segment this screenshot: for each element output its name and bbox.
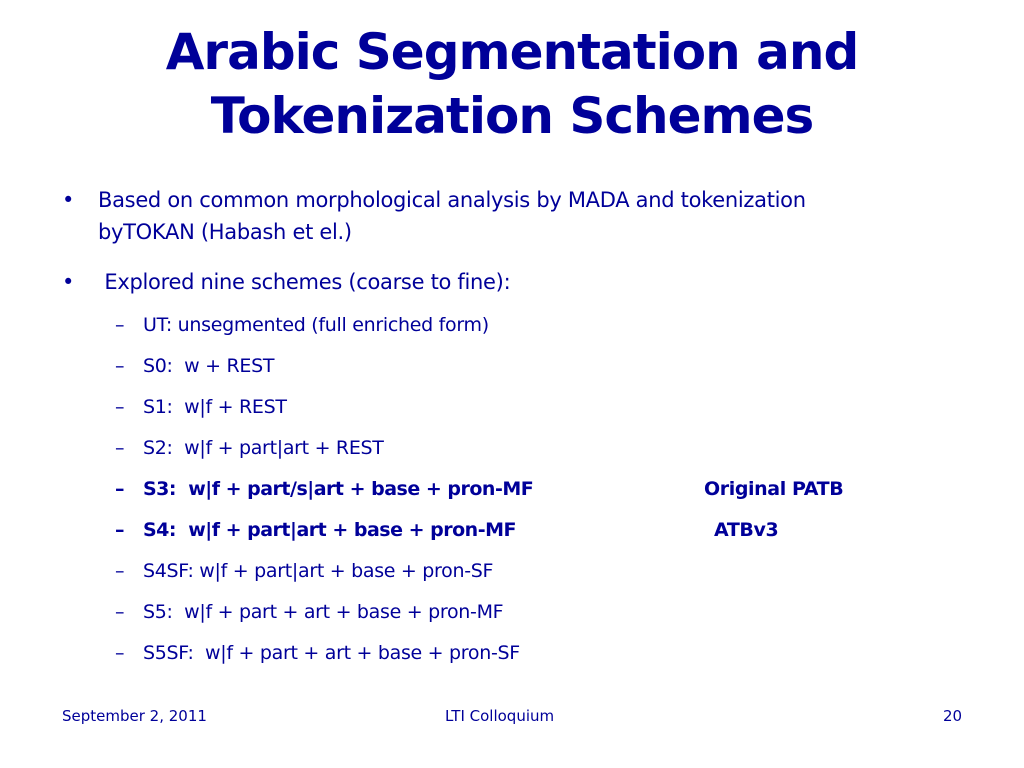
bullet-text: Explored nine schemes (coarse to fine): [98,270,511,294]
scheme-note-original-patb: Original PATB [704,478,844,500]
footer-event: LTI Colloquium [445,707,555,725]
scheme-text: S3: w|f + part/s|art + base + pron-MF [143,478,534,500]
scheme-text: S4SF: w|f + part|art + base + pron-SF [143,560,494,582]
scheme-item-s1 [115,392,287,422]
dash-marker: – [115,478,124,500]
scheme-item-s4 [115,515,516,545]
footer-page-number: 20 [943,707,963,725]
scheme-item-s3 [115,474,534,504]
dash-marker: – [115,396,125,418]
dash-marker: – [115,437,125,459]
scheme-text: S1: w|f + REST [143,396,287,418]
scheme-item-s2 [115,433,384,463]
bullet-item-1 [62,184,806,248]
dash-marker: – [115,355,125,377]
scheme-item-s5 [115,597,504,627]
scheme-item-s0 [115,351,275,381]
bullet-item-2 [62,266,511,298]
scheme-text: S5SF: w|f + part + art + base + pron-SF [143,642,520,664]
footer-date: September 2, 2011 [62,707,207,725]
dash-marker: – [115,519,124,541]
bullet-text-line-2: byTOKAN (Habash et el.) [98,220,352,244]
scheme-text: S0: w + REST [143,355,275,377]
scheme-note-atbv3: ATBv3 [714,519,779,541]
scheme-text: S2: w|f + part|art + REST [143,437,384,459]
bullet-marker: • [62,188,75,212]
dash-marker: – [115,560,125,582]
slide-title-line-2: Tokenization Schemes [210,87,814,145]
dash-marker: – [115,601,125,623]
scheme-item-ut [115,310,489,340]
bullet-text-line-1: Based on common morphological analysis by MADA and tokenization [98,188,806,212]
slide-title-line-1: Arabic Segmentation and [165,23,859,81]
scheme-text: UT: unsegmented (full enriched form) [143,314,489,336]
dash-marker: – [115,314,125,336]
scheme-item-s5sf [115,638,520,668]
scheme-item-s4sf [115,556,494,586]
scheme-text: S5: w|f + part + art + base + pron-MF [143,601,504,623]
bullet-marker: • [62,270,75,294]
scheme-text: S4: w|f + part|art + base + pron-MF [143,519,516,541]
dash-marker: – [115,642,125,664]
